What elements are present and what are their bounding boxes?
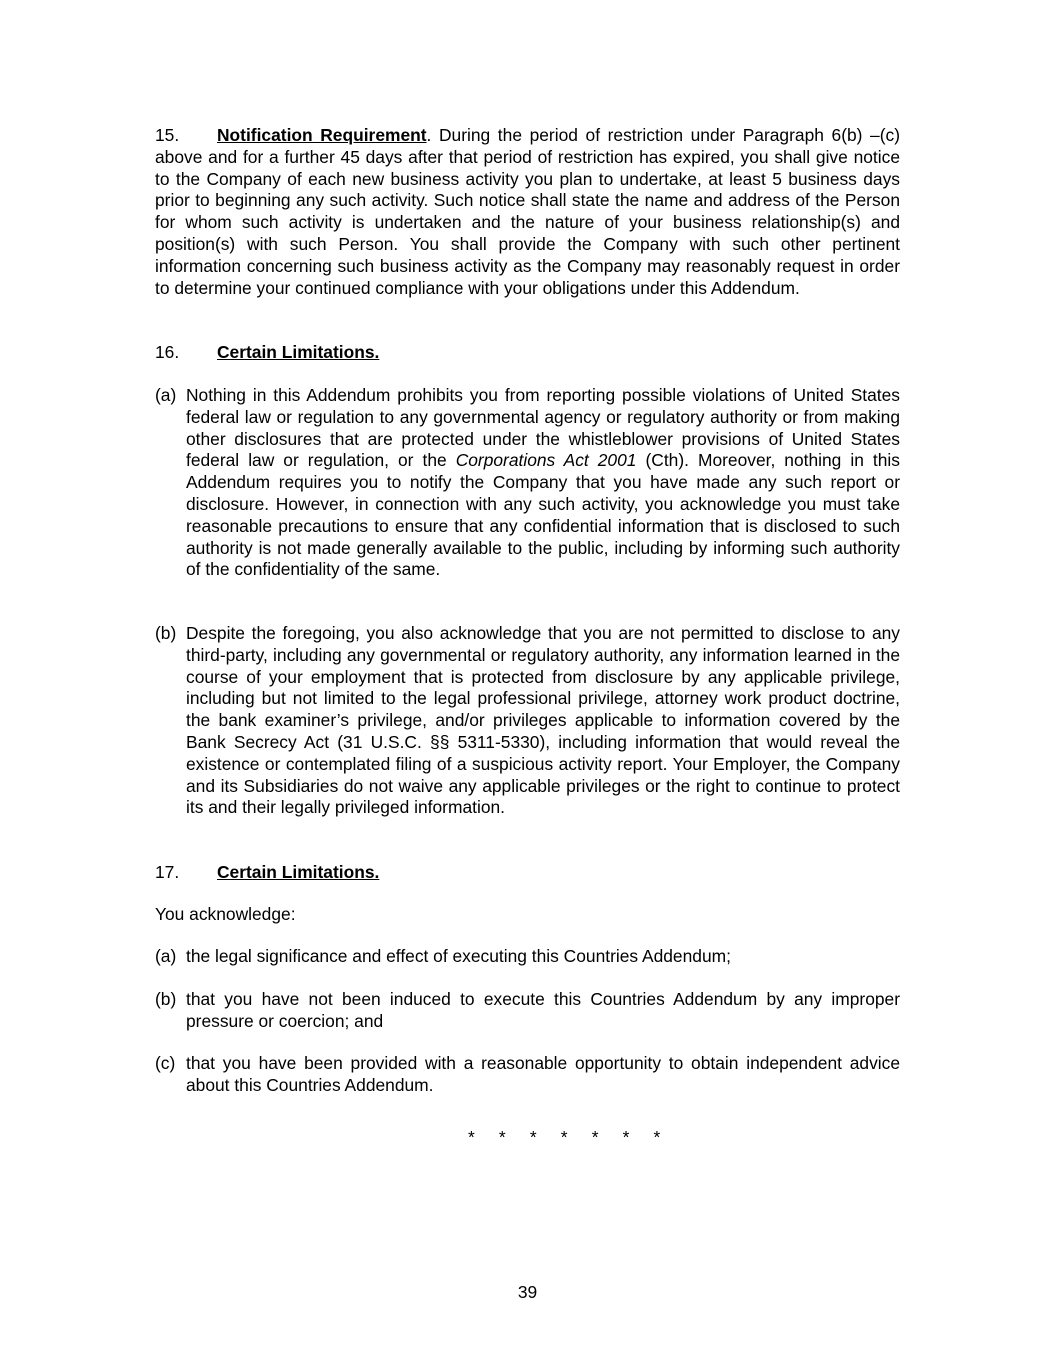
section-15-number: 15. [155,125,180,145]
item-text: that you have been provided with a reasonable opportunity to obtain independent advice about this Countries Addendum. [186,1053,900,1095]
item-text [186,385,900,581]
section-separator: * * * * * * * [468,1127,661,1147]
section-16-heading-line [155,342,900,364]
section-15 [155,125,900,299]
section-17-item-c [155,1053,900,1097]
item-label: (a) [155,385,177,405]
item-label: (b) [155,623,177,643]
item-text: the legal significance and effect of executing this Countries Addendum; [186,946,731,966]
item-label: (c) [155,1053,176,1073]
item-text-part: Nothing in this Addendum prohibits you from reporting possible violations of United States federal law or regulation to any governmental agency or regulatory authority or from making other disclosures that are protected under the whistleblower provisions of United States federal law or regulation, or the [186,385,900,471]
section-16-item-b [155,623,900,819]
section-17-item-b [155,989,900,1033]
section-17-intro: You acknowledge: [155,904,296,924]
item-label: (a) [155,946,177,966]
section-17-heading-line [155,862,900,884]
act-title: Corporations Act 2001 [455,450,637,471]
item-label: (b) [155,989,177,1009]
item-text: that you have not been induced to execute this Countries Addendum by any improper pressure or coercion; and [186,989,900,1031]
item-text-part: (Cth). Moreover, nothing in this Addendum requires you to notify the Company that you have made any such report or disclosure. However, in connection with any such activity, you acknowledge you must take reasonable precautions to ensure that any confidential information that is disclosed to such authority is not made generally available to the public, including by informing such authority of the confidentiality of the same. [186,450,900,580]
section-15-heading: Notification Requirement [217,125,427,145]
item-text: Despite the foregoing, you also acknowledge that you are not permitted to disclose to any third-party, including any governmental or regulatory authority, any information learned in the course of your employment that is protected from disclosure by any applicable privilege, including but not limited to the legal professional privilege, attorney work product doctrine, the bank examiner’s privilege, and/or privileges applicable to information covered by the Bank Secrecy Act (31 U.S.C. §§ 5311-5330), including information that would reveal the existence or contemplated filing of a suspicious activity report. Your Employer, the Company and its Subsidiaries do not waive any applicable privileges or the right to continue to protect its and their legally privileged information. [186,623,900,818]
section-16-number: 16. [155,342,180,362]
section-15-text: . During the period of restriction under Paragraph 6(b) –(c) above and for a further 45 days after that period of restriction has expired, you shall give notice to the Company of each new business activity you plan to undertake, at least 5 business days prior to beginning any such activity. Such notice shall state the name and address of the Person for whom such activity is undertaken and the nature of your business relationship(s) and position(s) with such Person. You shall provide the Company with such other pertinent information concerning such business activity as the Company may reasonably request in order to determine your continued compliance with your obligations under this Addendum. [155,125,900,298]
section-17-heading: Certain Limitations. [217,862,380,882]
section-16-item-a [155,385,900,581]
section-17-item-a [155,946,900,968]
section-16-heading: Certain Limitations. [217,342,380,362]
page-number: 39 [517,1282,538,1302]
section-17-number: 17. [155,862,180,882]
